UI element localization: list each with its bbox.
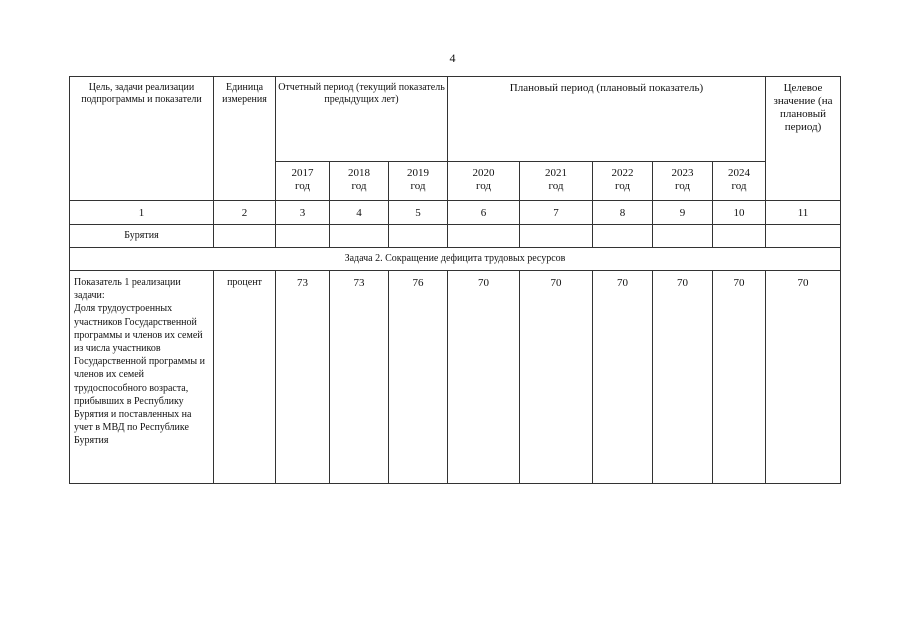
empty-cell: [448, 225, 520, 248]
header-goal: Цель, задачи реализации подпрограммы и показатели: [70, 77, 214, 201]
indicator-name: Показатель 1 реализации задачи: Доля трудоустроенных участников Государственной программы и членов их семей из числа участников Государственной программы и членов их семей трудоспособного возраста, прибывших в Республику Бурятия и поставленных на учет в МВД по Республике Бурятия: [70, 271, 214, 484]
empty-cell: [653, 225, 713, 248]
header-year-2020: 2020 год: [448, 162, 520, 201]
empty-cell: [276, 225, 330, 248]
header-row-top: [70, 77, 841, 162]
task-label: Задача 2. Сокращение дефицита трудовых ресурсов: [70, 248, 841, 271]
column-number: 2: [214, 201, 276, 225]
column-number: 7: [520, 201, 593, 225]
indicator-value-2018: 73: [330, 271, 389, 484]
indicators-table: [69, 76, 841, 484]
indicator-value-2022: 70: [593, 271, 653, 484]
header-year-2024: 2024 год: [713, 162, 766, 201]
header-year-2021: 2021 год: [520, 162, 593, 201]
indicator-unit: процент: [214, 271, 276, 484]
indicator-value-2019: 76: [389, 271, 448, 484]
header-year-2018: 2018 год: [330, 162, 389, 201]
indicator-value-2017: 73: [276, 271, 330, 484]
empty-cell: [330, 225, 389, 248]
empty-cell: [766, 225, 841, 248]
empty-cell: [520, 225, 593, 248]
column-number: 9: [653, 201, 713, 225]
indicator-value-2020: 70: [448, 271, 520, 484]
indicator-value-2023: 70: [653, 271, 713, 484]
column-number: 5: [389, 201, 448, 225]
column-number: 10: [713, 201, 766, 225]
column-number: 3: [276, 201, 330, 225]
header-target: Целевое значение (на плановый период): [766, 77, 841, 201]
page-number: 4: [449, 51, 456, 65]
indicator-target-value: 70: [766, 271, 841, 484]
header-reporting-period: Отчетный период (текущий показатель предыдущих лет): [276, 77, 448, 162]
header-year-2019: 2019 год: [389, 162, 448, 201]
indicator-value-2021: 70: [520, 271, 593, 484]
column-number: 11: [766, 201, 841, 225]
column-number: 4: [330, 201, 389, 225]
region-label: Бурятия: [70, 225, 214, 248]
empty-cell: [713, 225, 766, 248]
region-row: [70, 225, 841, 248]
empty-cell: [389, 225, 448, 248]
header-year-2023: 2023 год: [653, 162, 713, 201]
column-numbers-row: [70, 201, 841, 225]
header-year-2017: 2017 год: [276, 162, 330, 201]
indicator-value-2024: 70: [713, 271, 766, 484]
indicator-row: [70, 271, 841, 484]
task-row: [70, 248, 841, 271]
column-number: 6: [448, 201, 520, 225]
empty-cell: [593, 225, 653, 248]
column-number: 1: [70, 201, 214, 225]
header-unit: Единица измерения: [214, 77, 276, 201]
empty-cell: [214, 225, 276, 248]
column-number: 8: [593, 201, 653, 225]
header-year-2022: 2022 год: [593, 162, 653, 201]
header-planned-period: Плановый период (плановый показатель): [448, 77, 766, 162]
